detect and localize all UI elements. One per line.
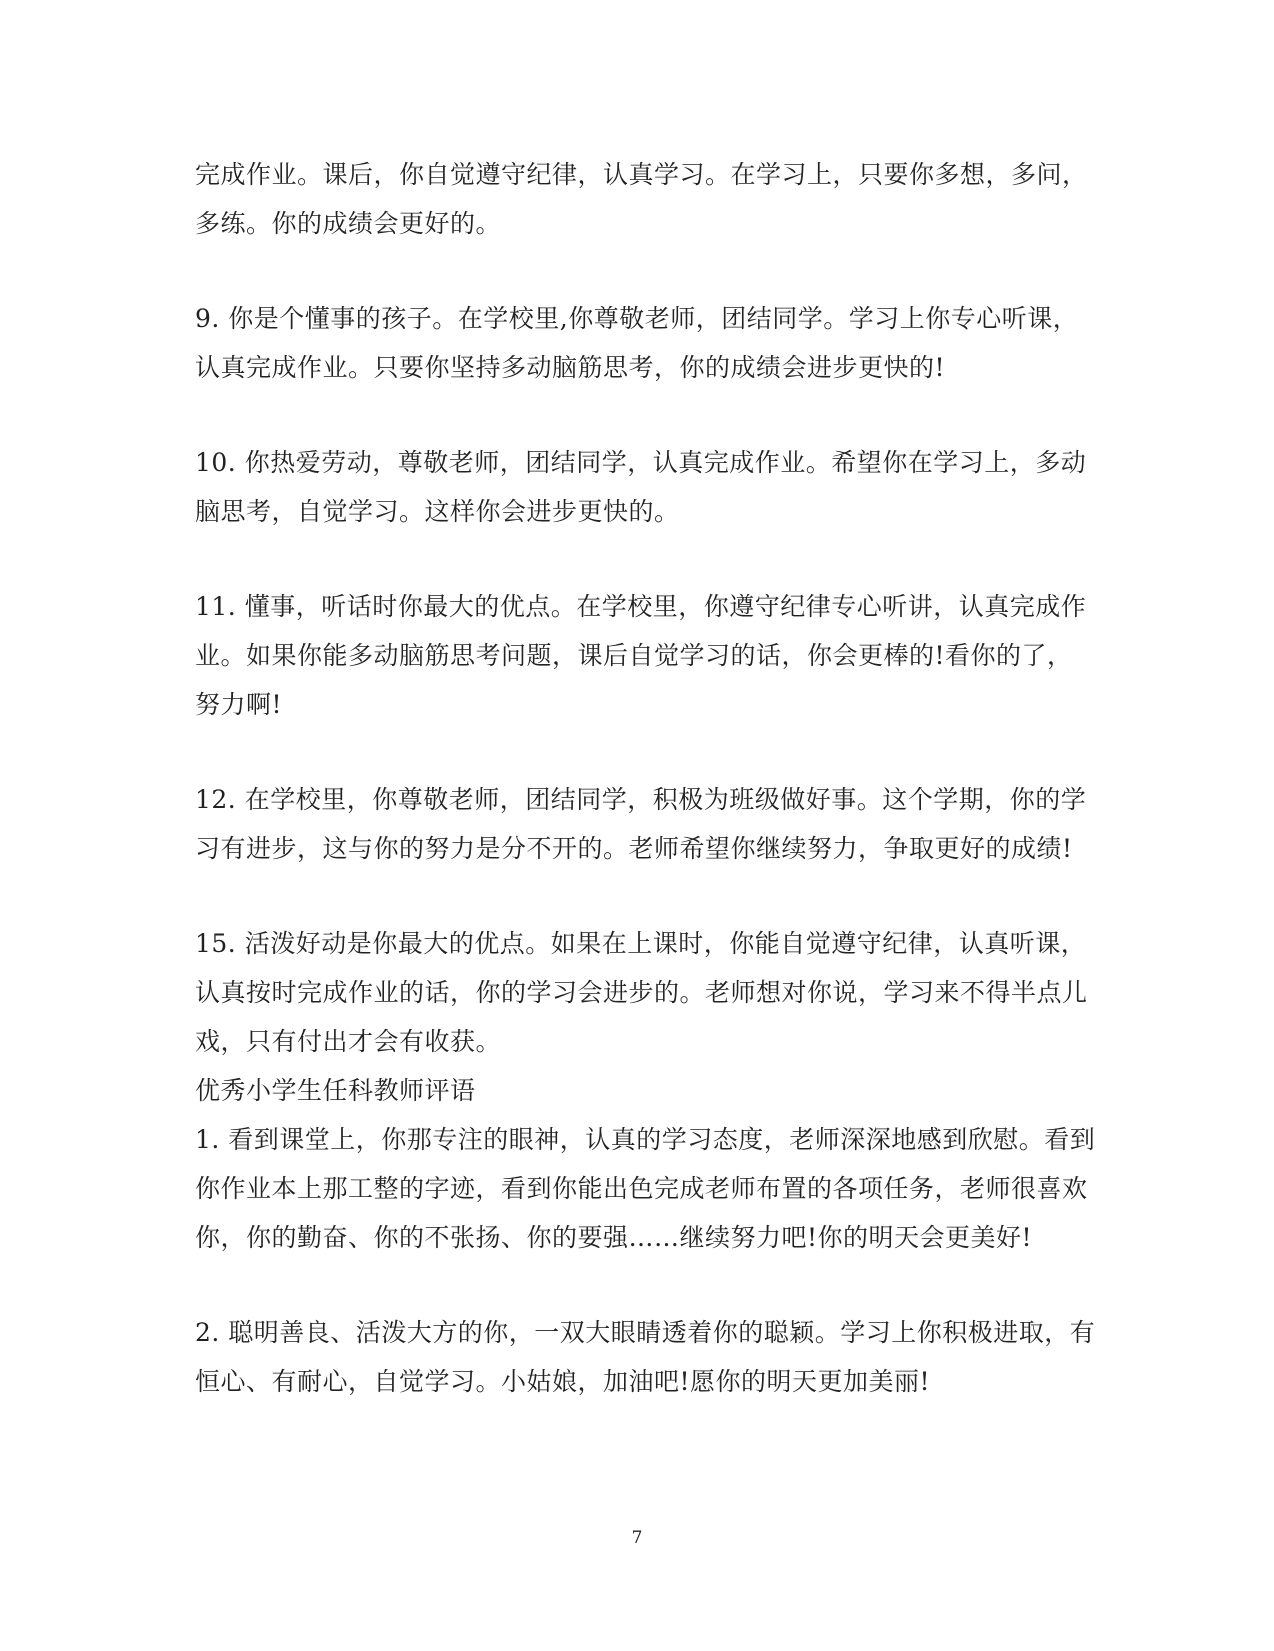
page-number: 7 xyxy=(631,1528,643,1548)
text-line: 你作业本上那工整的字迹，看到你能出色完成老师布置的各项任务，老师很喜欢 xyxy=(195,1174,1088,1203)
paragraph xyxy=(195,294,1085,392)
text-line: 认真按时完成作业的话，你的学习会进步的。老师想对你说，学习来不得半点儿 xyxy=(195,978,1088,1007)
text-line: 戏，只有付出才会有收获。 xyxy=(195,1027,502,1056)
text-line: 恒心、有耐心，自觉学习。小姑娘，加油吧!愿你的明天更加美丽! xyxy=(195,1367,931,1396)
text-line: 习有进步，这与你的努力是分不开的。老师希望你继续努力，争取更好的成绩! xyxy=(195,834,1073,863)
text-line: 业。如果你能多动脑筋思考问题，课后自觉学习的话，你会更棒的!看你的了， xyxy=(195,641,1073,670)
text-line: 1. 看到课堂上，你那专注的眼神，认真的学习态度，老师深深地感到欣慰。看到 xyxy=(195,1125,1096,1154)
paragraph xyxy=(195,775,1085,873)
text-line: 多练。你的成绩会更好的。 xyxy=(195,209,502,238)
text-line: 努力啊! xyxy=(195,690,283,719)
text-line: 你，你的勤奋、你的不张扬、你的要强……继续努力吧!你的明天会更美好! xyxy=(195,1223,1033,1252)
paragraph xyxy=(195,150,1088,248)
page-body xyxy=(195,150,1096,1406)
text-line: 11. 懂事，听话时你最大的优点。在学校里，你遵守纪律专心听讲，认真完成作 xyxy=(195,592,1087,621)
text-line: 完成作业。课后，你自觉遵守纪律，认真学习。在学习上，只要你多想，多问， xyxy=(195,160,1088,189)
text-line: 认真完成作业。只要你坚持多动脑筋思考，你的成绩会进步更快的! xyxy=(195,353,946,382)
paragraph xyxy=(195,1308,1096,1406)
text-line: 12. 在学校里，你尊敬老师，团结同学，积极为班级做好事。这个学期，你的学 xyxy=(195,785,1087,814)
paragraph xyxy=(195,438,1085,536)
section-heading: 优秀小学生任科教师评语 xyxy=(195,1076,476,1105)
text-line: 脑思考，自觉学习。这样你会进步更快的。 xyxy=(195,497,680,526)
paragraph xyxy=(195,582,1085,729)
paragraph xyxy=(195,919,1096,1262)
text-line: 2. 聪明善良、活泼大方的你，一双大眼睛透着你的聪颖。学习上你积极进取，有 xyxy=(195,1318,1096,1347)
text-line: 10. 你热爱劳动，尊敬老师，团结同学，认真完成作业。希望你在学习上，多动 xyxy=(195,448,1087,477)
text-line: 15. 活泼好动是你最大的优点。如果在上课时，你能自觉遵守纪律，认真听课， xyxy=(195,929,1087,958)
text-line: 9. 你是个懂事的孩子。在学校里,你尊敬老师，团结同学。学习上你专心听课， xyxy=(195,304,1079,333)
